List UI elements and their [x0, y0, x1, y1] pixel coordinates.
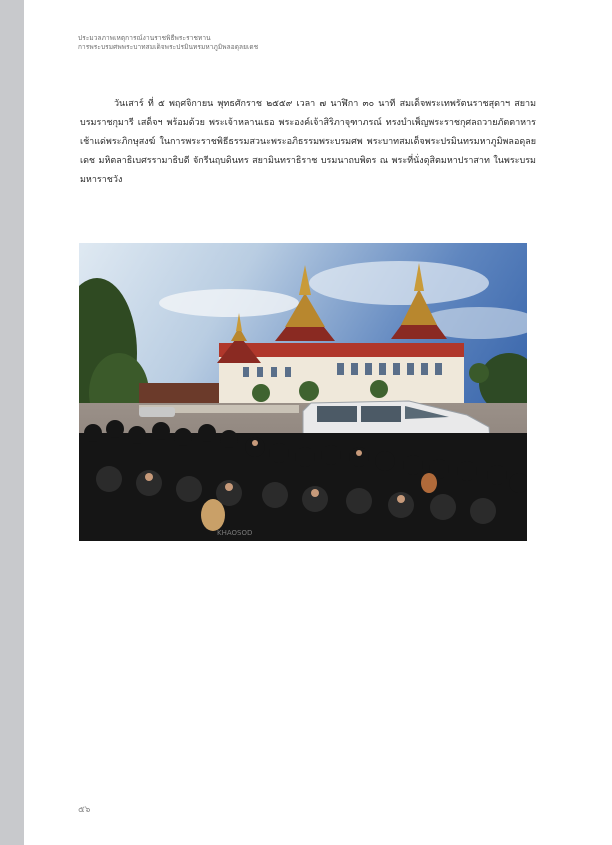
body-text	[80, 95, 536, 190]
running-head-line-1: ประมวลภาพเหตุการณ์งานราชพิธีพระราชทาน	[78, 34, 211, 42]
running-head	[78, 34, 378, 52]
page-number: ๕๖	[78, 805, 91, 815]
side-color-bar	[0, 0, 24, 845]
photo-watermark: KHAOSOD	[217, 529, 253, 537]
ceremony-photo-illustration	[79, 243, 527, 541]
ceremony-photo	[79, 243, 527, 541]
body-paragraph: วันเสาร์ ที่ ๕ พฤศจิกายน พุทธศักราช ๒๕๕๙ เวลา ๗ นาฬิกา ๓๐ นาที สมเด็จพระเทพรัตนราชสุดาฯ สยามบรมราชกุมารี เสด็จฯ พร้อมด้วย พระเจ้าหลานเธอ พระองค์เจ้าสิริภาจุฑาภรณ์ ทรงบำเพ็ญพระราชกุศลถวายภัตตาหารเช้าแด่พระภิกษุสงฆ์ ในการพระราชพิธีธรรมสวนะพระอภิธรรมพระบรมศพ พระบาทสมเด็จพระปรมินทรมหาภูมิพลอดุลยเดช มหิตลาธิเบศรรามาธิบดี จักรีนฤบดินทร สยามินทราธิราช บรมนาถบพิตร ณ พระที่นั่งดุสิตมหาปราสาท ในพระบรมมหาราชวัง	[80, 99, 536, 185]
running-head-line-2: การพระบรมศพพระบาทสมเด็จพระปรมินทรมหาภูมิพลอดุลยเดช	[78, 43, 259, 51]
